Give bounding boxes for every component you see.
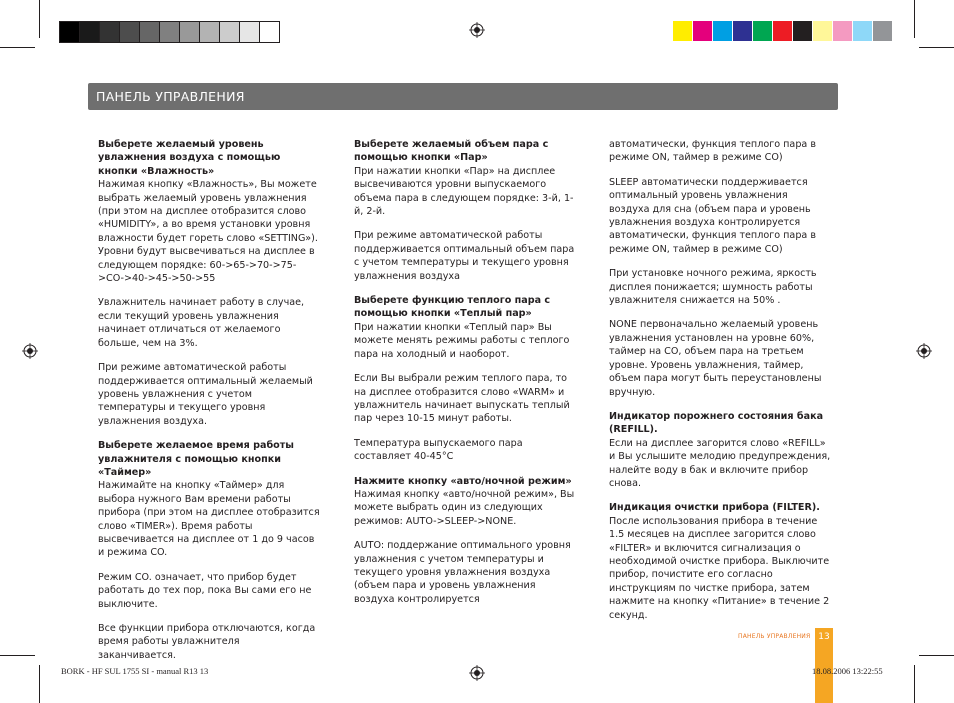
text-column-1 — [98, 138, 320, 673]
paragraph: NONE первоначально желаемый уровень увлажнения установлен на уровне 60%, таймер на CO, объем пара на третьем уровне. Уровень увлажнения, таймер, объем пара могут быть переустановлены вручную. — [609, 319, 822, 398]
filter-heading: Индикация очистки прибора (FILTER). — [609, 502, 820, 514]
warm-steam-heading: Выберете функцию теплого пара с помощью кнопки «Теплый пар» — [354, 295, 551, 320]
color-swatch — [773, 21, 792, 41]
process-color-bar — [673, 21, 893, 41]
color-swatch — [873, 21, 892, 41]
paragraph: AUTO: поддержание оптимального уровня увлажнения с учетом температуры и текущего уровня увлажнения воздуха (объем пара и уровень увлажнения воздуха контролируется — [354, 540, 571, 605]
paragraph: При установке ночного режима, яркость дисплея понижается; шумность работы увлажнителя снижается на 50% . — [609, 268, 817, 307]
refill-heading: Индикатор порожнего состояния бака (REFILL). — [609, 410, 824, 436]
steam-heading: Выберете желаемый объем пара с помощью кнопки «Пар» — [354, 139, 549, 164]
crop-mark — [39, 665, 40, 703]
paragraph: Температура выпускаемого пара составляет 40-45°C — [354, 437, 523, 463]
gray-swatch — [240, 22, 260, 42]
gray-swatch — [220, 22, 240, 42]
crop-mark — [914, 0, 915, 38]
paragraph: При режиме автоматической работы поддерживается оптимальный желаемый уровень увлажнения с учетом температуры и текущего уровня увлажнения воздуха. — [98, 362, 313, 427]
paragraph: Режим CO. означает, что прибор будет работать до тех пор, пока Вы сами его не выключите. — [98, 571, 312, 610]
crop-mark — [919, 655, 954, 656]
auto-night-text: Нажимая кнопку «авто/ночной режим», Вы можете выбрать один из следующих режимов: AUTO->SLEEP->NONE. — [354, 488, 575, 527]
page-number: 13 — [818, 632, 830, 642]
paragraph: Увлажнитель начинает работу в случае, если текущий уровень увлажнения начинает отличаться от желаемого больше, чем на 3%. — [98, 297, 305, 349]
timer-text: Нажимайте на кнопку «Таймер» для выбора нужного Вам времени работы прибора (при этом на дисплее отобразится слово «TIMER»). Время работы высвечивается на дисплее от 1 до 9 часов и режима CO. — [98, 480, 320, 559]
gray-swatch — [140, 22, 160, 42]
gray-swatch — [160, 22, 180, 42]
filter-text: После использования прибора в течение 1.5 месяцев на дисплее загорится слово «FILTER» и включится сигнализация о необходимой очистке прибора. Выключите прибор, почистите его согласно инструкциям по чистке прибора, затем нажмите на кнопку «Питание» в течение 2 секунд. — [609, 515, 830, 621]
grayscale-bar — [59, 21, 280, 43]
crop-mark — [0, 655, 35, 656]
auto-night-heading: Нажмите кнопку «авто/ночной режим» — [354, 475, 572, 487]
gray-swatch — [80, 22, 100, 42]
crop-mark — [919, 47, 954, 48]
text-column-2 — [354, 138, 576, 617]
color-swatch — [673, 21, 692, 41]
registration-mark-icon — [469, 22, 485, 38]
humidity-text: Нажимая кнопку «Влажность», Вы можете выбрать желаемый уровень увлажнения (при этом на дисплее отобразится слово «HUMIDITY», а во время установки уровня влажности будет гореть слово «SETTING»). Уровни будут высвечиваться на дисплее в следующем порядке: 60->65->70->75->CO->40->45->50->55 — [98, 179, 318, 285]
paragraph: Если Вы выбрали режим теплого пара, то на дисплее отобразится слово «WARM» и увлажнитель начинает выпускать теплый пар через 10-15 минут работы. — [354, 373, 570, 425]
timer-heading: Выберете желаемое время работы увлажнителя с помощью кнопки «Таймер» — [98, 440, 294, 478]
gray-swatch — [180, 22, 200, 42]
refill-text: Если на дисплее загорится слово «REFILL» и Вы услышите мелодию предупреждения, налейте воду в бак и включите прибор снова. — [609, 437, 831, 489]
paragraph: Все функции прибора отключаются, когда время работы увлажнителя заканчивается. — [98, 623, 316, 661]
section-header — [88, 83, 838, 110]
paragraph: автоматически, функция теплого пара в режиме ON, таймер в режиме CO) — [609, 139, 816, 164]
crop-mark — [914, 665, 915, 703]
crop-mark — [39, 0, 40, 38]
color-swatch — [853, 21, 872, 41]
gray-swatch — [120, 22, 140, 42]
color-swatch — [713, 21, 732, 41]
color-swatch — [753, 21, 772, 41]
page-section-label: ПАНЕЛЬ УПРАВЛЕНИЯ — [738, 633, 811, 640]
color-swatch — [793, 21, 812, 41]
warm-steam-text: При нажатии кнопки «Теплый пар» Вы можете менять режимы работы с теплого пара на холодный и наоборот. — [354, 321, 570, 360]
gray-swatch — [200, 22, 220, 42]
color-swatch — [693, 21, 712, 41]
registration-mark-icon — [916, 343, 932, 359]
color-swatch — [813, 21, 832, 41]
section-title: ПАНЕЛЬ УПРАВЛЕНИЯ — [96, 89, 245, 104]
print-slug-right: 18.08.2006 13:22:55 — [812, 666, 883, 676]
registration-mark-icon — [22, 343, 38, 359]
crop-mark — [0, 47, 35, 48]
steam-text: При нажатии кнопки «Пар» на дисплее высвечиваются уровни выпускаемого объема пара в следующем порядке: 3-й, 1-й, 2-й. — [354, 165, 574, 218]
gray-swatch — [60, 22, 80, 42]
gray-swatch — [260, 22, 279, 42]
print-slug-left: BORK - HF SUL 1755 SI - manual R13 13 — [61, 666, 209, 676]
humidity-heading: Выберете желаемый уровень увлажнения воздуха с помощью кнопки «Влажность» — [98, 139, 281, 177]
paragraph: При режиме автоматической работы поддерживается оптимальный объем пара с учетом температуры и текущего уровня увлажнения воздуха — [354, 230, 575, 282]
registration-mark-icon — [469, 665, 485, 681]
color-swatch — [733, 21, 752, 41]
color-swatch — [833, 21, 852, 41]
paragraph: SLEEP автоматически поддерживается оптимальный уровень увлажнения воздуха для сна (объем пара и уровень увлажнения воздуха контролируется автоматически, функция теплого пара в режиме ON, таймер в режиме CO) — [609, 176, 816, 255]
text-column-3 — [609, 138, 831, 633]
gray-swatch — [100, 22, 120, 42]
